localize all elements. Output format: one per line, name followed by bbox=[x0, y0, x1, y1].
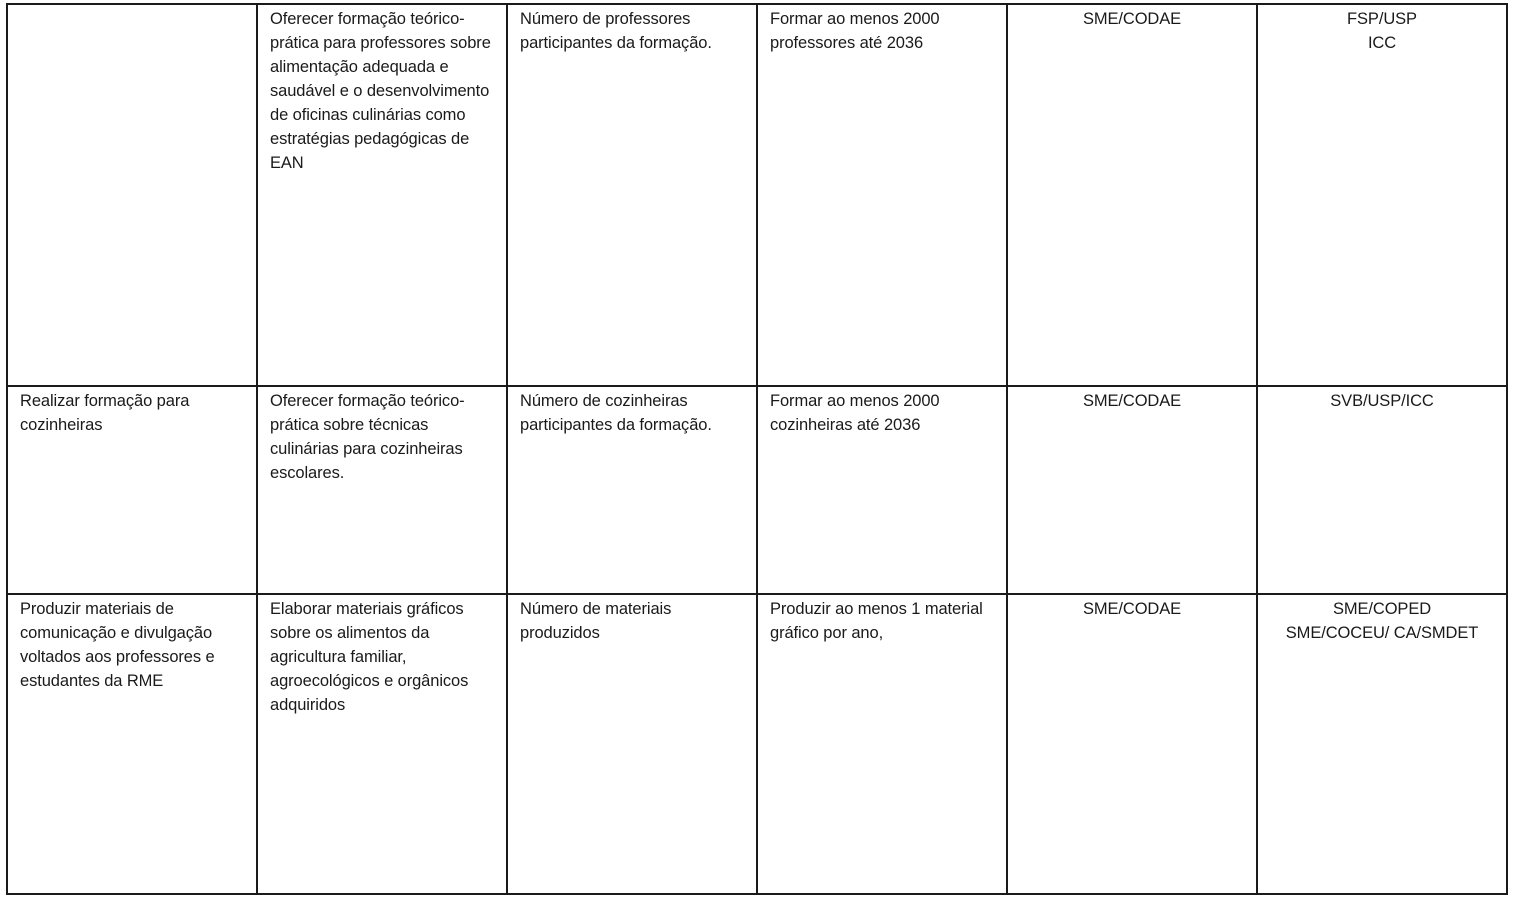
table-row bbox=[7, 386, 1507, 594]
action-cell bbox=[7, 4, 257, 386]
description-cell bbox=[257, 4, 507, 386]
goal-cell bbox=[757, 386, 1007, 594]
responsible-cell bbox=[1007, 4, 1257, 386]
indicator-cell bbox=[507, 594, 757, 894]
responsible-text: SME/CODAE bbox=[1082, 392, 1182, 410]
description-text: Oferecer formação teórico-prática sobre técnicas culinárias para cozinheiras escolares. bbox=[270, 392, 465, 482]
action-text: Realizar formação para cozinheiras bbox=[20, 392, 190, 434]
action-cell bbox=[7, 386, 257, 594]
goal-cell bbox=[757, 594, 1007, 894]
goal-text: Formar ao menos 2000 cozinheiras até 2036 bbox=[770, 392, 940, 434]
description-cell bbox=[257, 594, 507, 894]
indicator-cell bbox=[507, 386, 757, 594]
partners-cell bbox=[1257, 4, 1507, 386]
description-text: Elaborar materiais gráficos sobre os alimentos da agricultura familiar, agroecológicos e orgânicos adquiridos bbox=[270, 600, 469, 714]
responsible-cell bbox=[1007, 594, 1257, 894]
table-row bbox=[7, 594, 1507, 894]
responsible-text: SME/CODAE bbox=[1082, 600, 1182, 618]
partner-text: ICC bbox=[1367, 34, 1397, 52]
action-plan-table bbox=[6, 3, 1508, 895]
action-text: Produzir materiais de comunicação e divulgação voltados aos professores e estudantes da RME bbox=[20, 600, 215, 690]
partner-text: SME/COPED bbox=[1332, 600, 1432, 618]
partner-text: FSP/USP bbox=[1347, 10, 1417, 28]
goal-cell bbox=[757, 4, 1007, 386]
description-cell bbox=[257, 386, 507, 594]
indicator-text: Número de materiais produzidos bbox=[520, 600, 672, 642]
indicator-text: Número de cozinheiras participantes da formação. bbox=[520, 392, 712, 434]
responsible-cell bbox=[1007, 386, 1257, 594]
action-cell bbox=[7, 594, 257, 894]
table-row bbox=[7, 4, 1507, 386]
goal-text: Produzir ao menos 1 material gráfico por ano, bbox=[770, 600, 983, 642]
partners-cell bbox=[1257, 386, 1507, 594]
partner-text: SME/COCEU/ CA/SMDET bbox=[1285, 624, 1479, 642]
partner-text: SVB/USP/ICC bbox=[1330, 392, 1434, 410]
indicator-cell bbox=[507, 4, 757, 386]
goal-text: Formar ao menos 2000 professores até 2036 bbox=[770, 10, 940, 52]
indicator-text: Número de professores participantes da formação. bbox=[520, 10, 712, 52]
description-text: Oferecer formação teórico-prática para professores sobre alimentação adequada e saudável e o desenvolvimento de oficinas culinárias como estratégias pedagógicas de EAN bbox=[270, 10, 491, 172]
partners-cell bbox=[1257, 594, 1507, 894]
responsible-text: SME/CODAE bbox=[1082, 10, 1182, 28]
